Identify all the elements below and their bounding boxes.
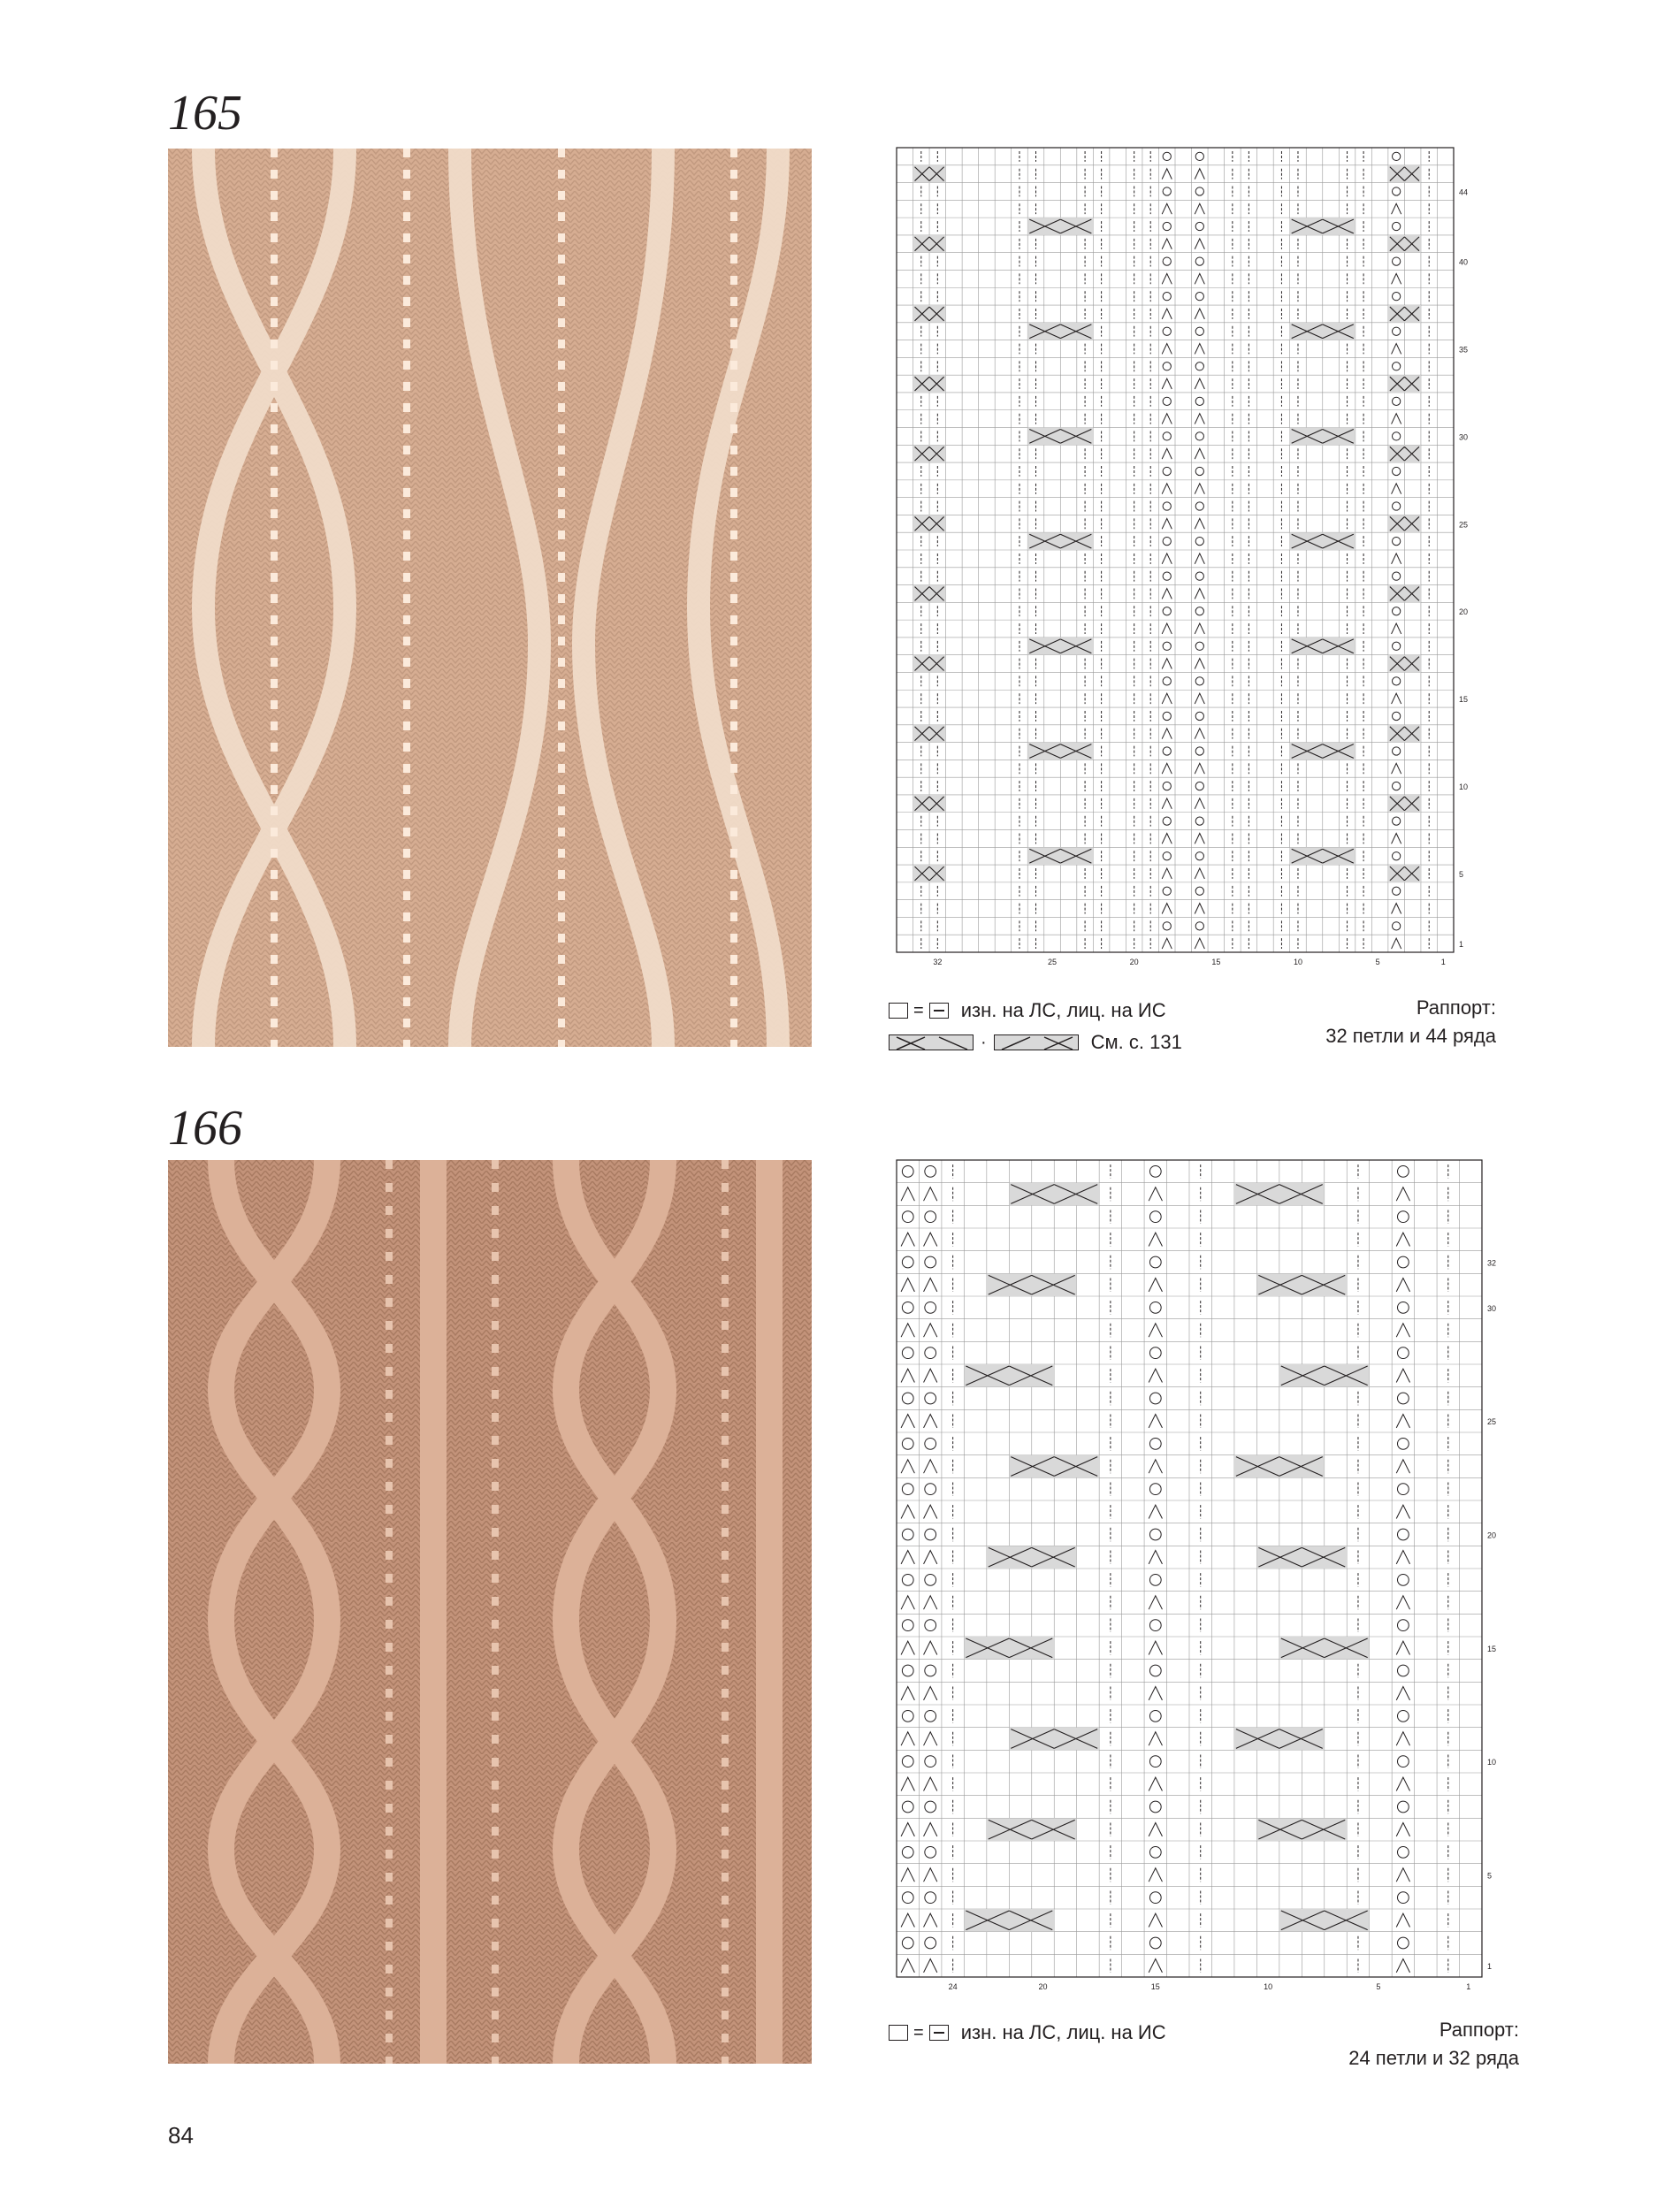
legend-purl-166: = изн. на ЛС, лиц. на ИС	[889, 2021, 1166, 2044]
row-label: 20	[1487, 1531, 1497, 1540]
empty-square-icon	[889, 2025, 908, 2041]
legend-purl-165: = изн. на ЛС, лиц. на ИС	[889, 999, 1166, 1022]
row-label: 1	[1459, 940, 1464, 950]
cable-knit-photo-icon	[168, 149, 812, 1047]
row-label: 35	[1459, 345, 1469, 355]
knit-photo-166	[168, 1160, 812, 2064]
col-label: 24	[948, 1982, 958, 1991]
rapport-title: Раппорт:	[1416, 996, 1496, 1019]
col-label: 10	[1264, 1982, 1273, 1991]
chart-symbols	[913, 144, 1430, 949]
col-label: 1	[1466, 1982, 1471, 1991]
page-number: 84	[168, 2122, 194, 2149]
legend-cable-165: · См. с. 131	[889, 1031, 1182, 1054]
col-label: 20	[1038, 1982, 1048, 1991]
purl-symbol-icon	[929, 1003, 949, 1019]
rapport-value: 24 петли и 32 ряда	[1348, 2047, 1519, 2069]
col-label: 5	[1375, 958, 1380, 966]
row-label: 1	[1487, 1962, 1493, 1972]
row-label: 20	[1459, 607, 1469, 617]
knitting-chart-166	[884, 1157, 1514, 2000]
row-label: 25	[1459, 520, 1469, 530]
row-label: 30	[1487, 1303, 1497, 1313]
chart-grid-165	[884, 144, 1485, 975]
col-label: 10	[1293, 958, 1302, 966]
rapport-title: Раппорт:	[1439, 2019, 1519, 2041]
row-label: 40	[1459, 257, 1469, 267]
row-label: 10	[1487, 1758, 1497, 1767]
col-label: 20	[1129, 958, 1139, 966]
rapport-166	[1348, 2016, 1519, 2073]
col-label: 32	[933, 958, 943, 966]
cable-right-symbol-icon	[994, 1034, 1079, 1050]
row-label: 5	[1459, 869, 1464, 879]
pattern-number-166: 166	[168, 1101, 242, 1156]
col-label: 15	[1211, 958, 1221, 966]
row-label: 5	[1487, 1871, 1493, 1881]
cable-left-symbol-icon	[889, 1034, 974, 1050]
pattern-number-165: 165	[168, 86, 242, 141]
legend-see-page-text: См. с. 131	[1090, 1031, 1182, 1053]
rapport-value: 32 петли и 44 ряда	[1325, 1025, 1496, 1047]
row-label: 10	[1459, 782, 1469, 792]
legend-purl-text: изн. на ЛС, лиц. на ИС	[960, 999, 1166, 1021]
col-label: 15	[1150, 1982, 1160, 1991]
purl-symbol-icon	[929, 2025, 949, 2041]
row-label: 44	[1459, 187, 1469, 197]
knit-photo-165	[168, 149, 812, 1047]
col-label: 5	[1376, 1982, 1381, 1991]
knitting-chart-165	[884, 144, 1485, 975]
row-label: 15	[1487, 1644, 1497, 1653]
row-label: 32	[1487, 1258, 1497, 1268]
legend-purl-text: изн. на ЛС, лиц. на ИС	[960, 2021, 1166, 2043]
row-label: 30	[1459, 432, 1469, 442]
chart-grid-166	[884, 1157, 1514, 2000]
col-label: 1	[1440, 958, 1446, 966]
cable-knit-photo-icon	[168, 1160, 812, 2064]
empty-square-icon	[889, 1003, 908, 1019]
rapport-165	[1325, 994, 1496, 1050]
row-label: 25	[1487, 1417, 1497, 1427]
row-label: 15	[1459, 695, 1469, 705]
col-label: 25	[1048, 958, 1058, 966]
